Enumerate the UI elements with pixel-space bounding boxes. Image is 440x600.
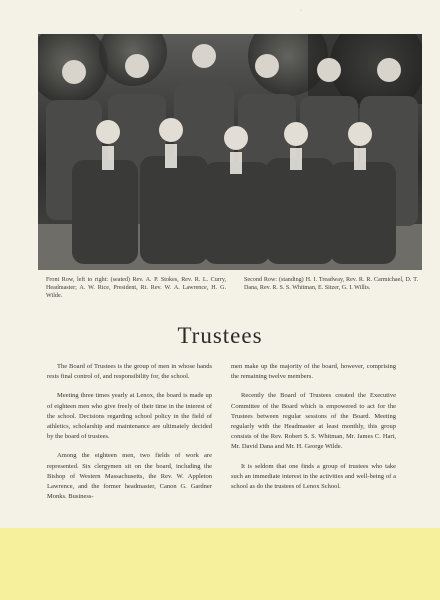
paragraph: Meeting three times yearly at Lenox, the board is made up of eighteen men who give freely of their time in the interest of the school. Decisions regarding school policy in the field of athletics, scholarship and maintenance are ultimately decided by the board of trustees.	[47, 392, 212, 441]
paragraph: men make up the majority of the board, however, comprising the remaining twelve members.	[231, 363, 396, 381]
page-title: Trustees	[177, 323, 263, 349]
paragraph: It is seldom that one finds a group of trustees who take such an immediate interest in the activities and well-being of a school as do the trustees of Lenox School.	[231, 462, 396, 491]
trustees-group-photo	[38, 34, 422, 270]
paragraph: The Board of Trustees is the group of men in whose hands rests final control of, and responsibility for, the school.	[47, 363, 212, 381]
page-mark: ·	[300, 8, 302, 14]
paragraph: Recently the Board of Trustees created the Executive Committee of the Board which is empowered to act for the Trustees between regular sessions of the Board. Meeting regularly with the Headmaster at least monthly, this group consists of the Rev. Robert S. S. Whitman, Mr. James C. Hart, Mr. David Dana and Mr. H. George Wilde.	[231, 392, 396, 451]
body-column-right	[231, 362, 396, 501]
footer-color-band	[0, 528, 440, 600]
photo-caption-second-row: Second Row: (standing) H. I. Treadway, Rev. R. R. Carmichael, D. T. Dana, Rev. R. S. S. Whitman, E. Sitzer, G. I. Willis.	[244, 277, 418, 291]
photo-caption-front-row: Front Row, left to right: (seated) Rev. A. P. Stokes, Rev. R. L. Curry, Headmaster; A. W. Rice, President, Rt. Rev. W. A. Lawrence, H. G. Wilde.	[46, 277, 226, 299]
body-column-left	[47, 362, 212, 511]
paragraph: Among the eighteen men, two fields of work are represented. Six clergymen sit on the board, including the Bishop of Western Massachusetts, the Rev. W. Appleton Lawrence, and the former headmaster, Canon G. Gardner Monks. Business-	[47, 452, 212, 501]
group-photo-image	[38, 34, 422, 270]
